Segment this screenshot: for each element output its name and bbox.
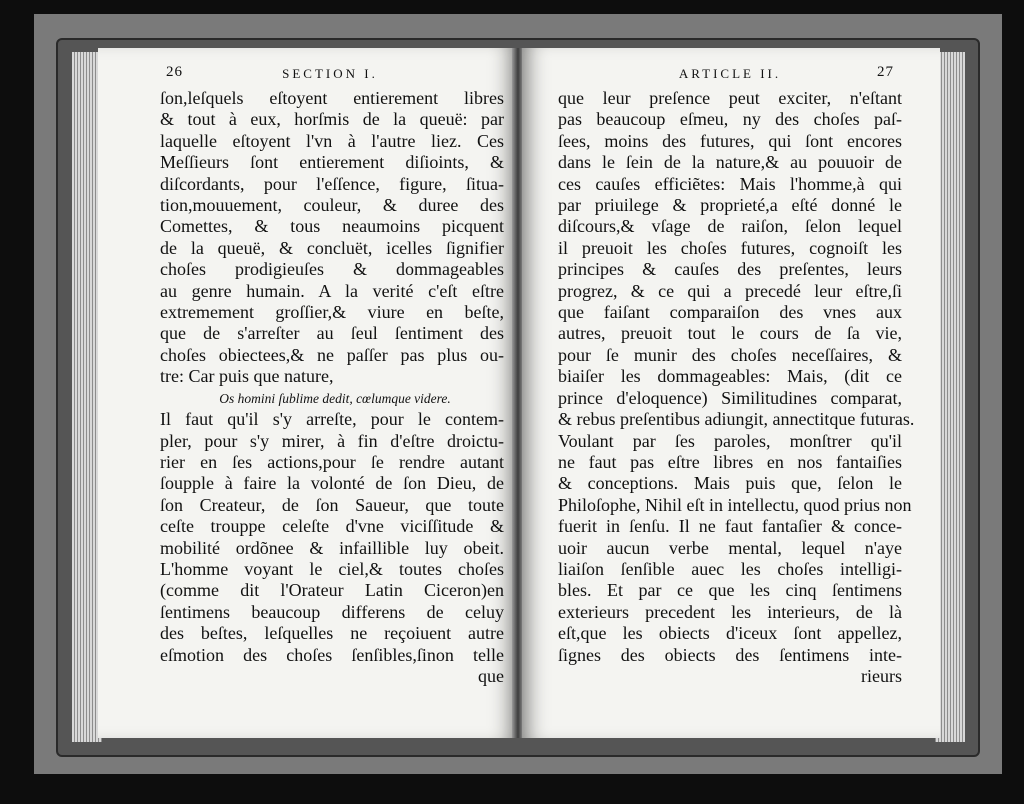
- page-number: 27: [877, 64, 894, 80]
- text-line: Philoſophe, Nihil eſt in intellectu, quod prius non: [558, 494, 912, 515]
- text-line: que leur preſence peut exciter, n'eſtant: [558, 88, 902, 108]
- text-line: uoir aucun verbe mental, lequel n'aye: [558, 537, 902, 558]
- text-line: eſmotion des choſes ſenſibles,ſinon telle: [160, 644, 504, 665]
- text-line: Voulant par ſes paroles, monſtrer qu'il: [558, 430, 902, 451]
- text-line: ſoupple à faire la volonté de ſon Dieu, de: [160, 473, 504, 494]
- text-line: prince d'eloquence) Similitudines comparat,: [558, 387, 902, 408]
- text-line: ſignes des obiects des ſentimens inte-: [558, 644, 902, 665]
- text-line: (comme dit l'Orateur Latin Ciceron)en: [160, 580, 504, 601]
- text-line: ſees, moins des futures, qui ſont encores: [558, 130, 902, 151]
- text-line: ſentimens beaucoup differens de celuy: [160, 601, 504, 622]
- running-head: ARTICLE II.: [678, 66, 782, 81]
- text-line: principes & cauſes des preſentes, leurs: [558, 259, 902, 280]
- text-line: des beſtes, leſquelles ne reçoiuent autre: [160, 623, 504, 644]
- right-page-text: [558, 88, 915, 687]
- page-number: 26: [166, 64, 183, 80]
- text-line: tion,mouuement, couleur, & duree des: [160, 195, 504, 216]
- text-line: de la queuë, & concluët, icelles ſignifier: [160, 237, 504, 258]
- text-line: par priuilege & proprieté,a eſté donné le: [558, 195, 902, 216]
- text-line: ceſte trouppe celeſte d'vne viciſſitude &: [160, 516, 504, 537]
- text-line: diſcours,& vſage de raiſon, ſelon lequel: [558, 216, 902, 237]
- left-page-header: [166, 64, 494, 88]
- text-line: & tout à eux, horſmis de la queuë: par: [160, 109, 504, 130]
- latin-quotation: Os homini ſublime dedit, cœlumque videre.: [219, 390, 451, 406]
- text-line: choſes obiectees,& ne paſſer pas plus ou-: [160, 344, 504, 365]
- text-line: autres, preuoit tout le cours de ſa vie,: [558, 323, 902, 344]
- text-line: choſes prodigieuſes & dommageables: [160, 259, 504, 280]
- text-line: progrez, & ce qui a precedé leur eſtre,ſi: [558, 280, 902, 301]
- text-line: Comettes, & tous neaumoins picquent: [160, 216, 504, 237]
- text-line: que faiſant comparaiſon des vnes aux: [558, 302, 902, 323]
- text-line: extremement groſſier,& viure en beſte,: [160, 302, 504, 323]
- running-head: SECTION I.: [282, 66, 378, 81]
- right-page: [522, 48, 940, 738]
- text-line: ſon,leſquels eſtoyent entierement libres: [160, 88, 504, 108]
- text-line: rier en ſes actions,pour ſe rendre autant: [160, 451, 504, 472]
- text-line: tre: Car puis que nature,: [160, 366, 334, 387]
- text-line: que: [478, 665, 504, 686]
- text-line: & rebus preſentibus adiungit, annectitque futuras.: [558, 409, 915, 430]
- text-line: pour ſe munir des choſes neceſſaires, &: [558, 344, 902, 365]
- text-line: Il faut qu'il s'y arreſte, pour le contem-: [160, 409, 504, 430]
- text-line: eſt,que les obiects d'iceux ſont appellez,: [558, 623, 902, 644]
- text-line: Meſſieurs ſont entierement diſioints, &: [160, 152, 504, 173]
- text-line: bles. Et par ce que les cinq ſentimens: [558, 580, 902, 601]
- right-page-header: [566, 64, 894, 88]
- text-line: rieurs: [861, 665, 902, 686]
- text-line: ne faut pas eſtre libres en nos fantaiſies: [558, 451, 902, 472]
- text-line: L'homme voyant le ciel,& toutes choſes: [160, 558, 504, 579]
- text-line: biaiſer les dommageables: Mais, (dit ce: [558, 366, 902, 387]
- text-line: il preuoit les choſes futures, cognoiſt les: [558, 237, 902, 258]
- text-line: fuerit in ſenſu. Il ne faut fantaſier & conce-: [558, 516, 902, 537]
- text-line: diſcordants, pour l'eſſence, figure, ſitua-: [160, 173, 504, 194]
- text-line: liaiſon ſenſible auec les choſes intelligi-: [558, 558, 902, 579]
- text-line: exterieurs precedent les interieurs, de là: [558, 601, 902, 622]
- text-line: que de s'arreſter au ſeul ſentiment des: [160, 323, 504, 344]
- text-line: pas beaucoup eſmeu, ny des choſes paſ-: [558, 109, 902, 130]
- text-line: dans le ſein de la nature,& au pouuoir de: [558, 152, 902, 173]
- text-line: au genre humain. A la verité c'eſt eſtre: [160, 280, 504, 301]
- text-line: ces cauſes efficiẽtes: Mais l'homme,à qui: [558, 173, 902, 194]
- left-page-text: [160, 88, 504, 687]
- text-line: & conceptions. Mais puis que, ſelon le: [558, 473, 902, 494]
- text-line: ſon Createur, de ſon Saueur, que toute: [160, 494, 504, 515]
- text-line: pler, pour s'y mirer, à fin d'eſtre droictu-: [160, 430, 504, 451]
- left-page: [98, 48, 516, 738]
- text-line: mobilité ordõnee & infaillible luy obeit.: [160, 537, 504, 558]
- text-line: laquelle eſtoyent l'vn à l'autre liez. Ces: [160, 130, 504, 151]
